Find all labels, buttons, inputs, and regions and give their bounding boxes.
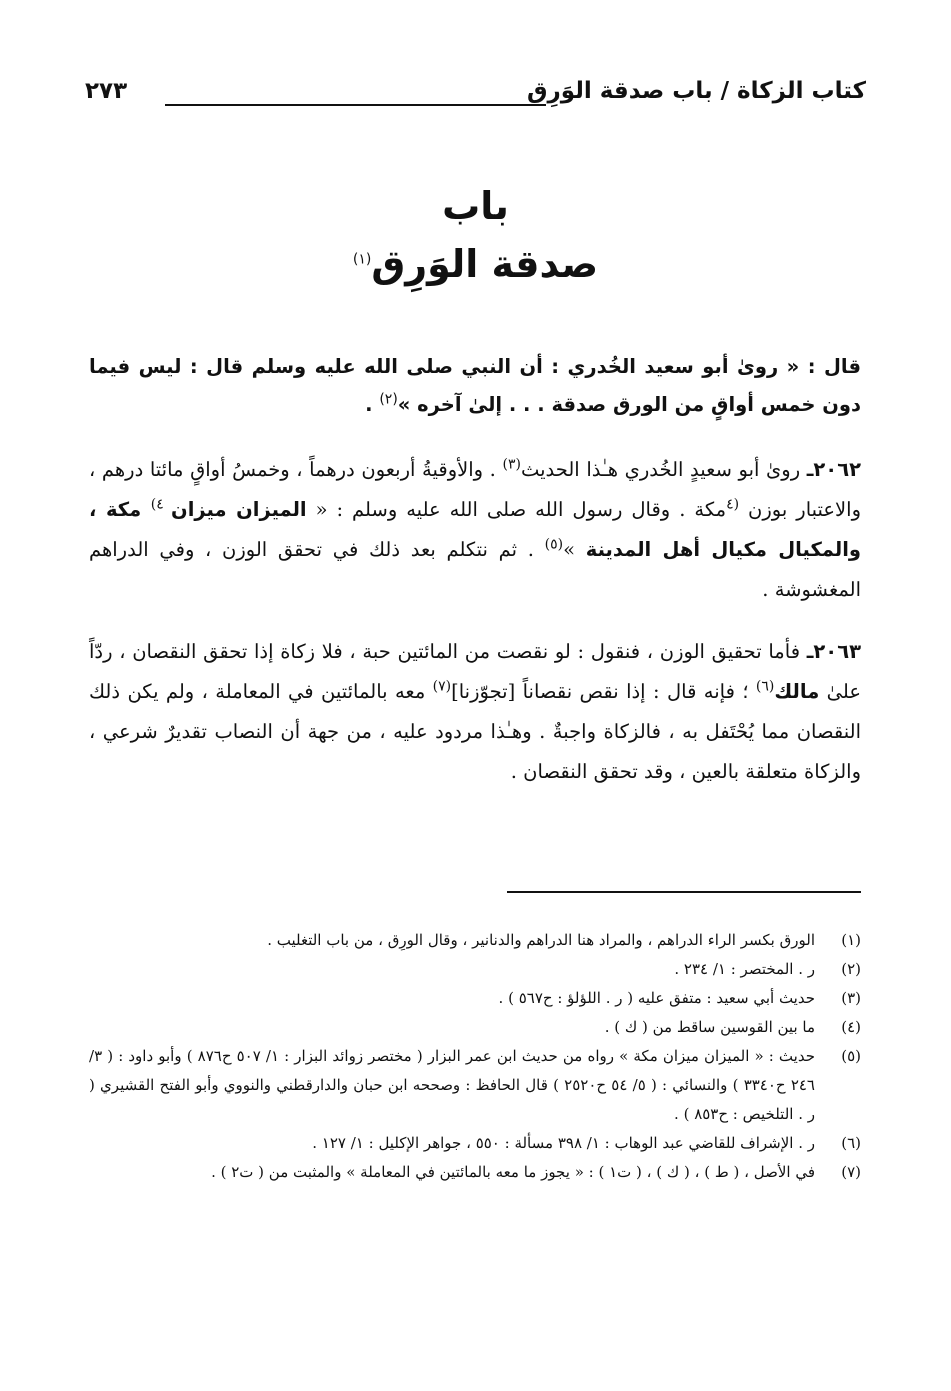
matn-paragraph: [89, 348, 861, 424]
footnote: [89, 984, 861, 1013]
footnote-number: (٧): [841, 1163, 861, 1181]
paragraph-2062: [89, 450, 861, 610]
footnote-text: حديث أبي سعيد : متفق عليه ( ر . اللؤلؤ : ح٥٦٧ ) .: [498, 989, 815, 1007]
footnote: [89, 926, 861, 955]
para2062-s4: »: [563, 538, 586, 561]
footnote-ref-4-close: ٤): [150, 496, 172, 513]
para2063-s3: معه بالمائتين في المعاملة ، ولم يكن ذلك النقصان مما يُحْتَفل به ، فالزكاة واجبةٌ . وهـٰذا مردود عليه ، من جهة أن النصاب تقديرٌ شرعي ، والزكاة متعلقة بالعين ، وقد تحقق النقصان .: [89, 680, 861, 783]
footnote-text: ما بين القوسين ساقط من ( ك ) .: [604, 1018, 815, 1036]
para2062-s1: روىٰ أبو سعيدٍ الخُدري هـٰذا الحديث: [520, 458, 807, 481]
footnote-number: (٥): [841, 1047, 861, 1065]
header-rule: [165, 104, 546, 106]
chapter-title-text: صدقة الوَرِق: [371, 242, 599, 286]
footnote-ref-7: (٧): [432, 678, 452, 695]
para2062-s2: . والأوقيةُ أربعون درهماً ، وخمسُ أواقٍ مائتا درهم ، والاعتبار بوزن: [89, 458, 862, 521]
footnote: [89, 1013, 861, 1042]
footnote-text: حديث : « الميزان ميزان مكة » رواه من حديث ابن عمر البزار ( مختصر زوائد البزار : ١/ ٥٠٧ ح٨٧٦ ) وأبو داود : ( ٣/ ٢٤٦ ح٣٣٤٠ ) والنسائي : ( ٥/ ٥٤ ح٢٥٢٠ ) قال الحافظ : وصححه ابن حبان والدارقطني والنووي وأبو الفتح القشيري ( ر . التلخيص : ح٨٥٣ ) .: [89, 1047, 815, 1123]
para2062-s3: مكة . وقال رسول الله صلى الله عليه وسلم : «: [306, 498, 727, 521]
chapter-heading: [0, 178, 951, 294]
chapter-label: باب: [442, 184, 509, 228]
chapter-title: [0, 234, 951, 294]
matn-end: .: [365, 393, 380, 416]
name-malik: مالك: [774, 680, 820, 703]
paragraph-2063: [89, 632, 861, 792]
footnote-text: ر . الإشراف للقاضي عبد الوهاب : ١/ ٣٩٨ مسألة : ٥٥٠ ، جواهر الإكليل : ١/ ١٢٧ .: [312, 1134, 815, 1152]
footnote-number: (١): [841, 931, 861, 949]
footnote-ref-2: (٢): [379, 391, 398, 408]
hadith-text-1: الميزان ميزان: [171, 498, 307, 521]
footnote-separator: [507, 891, 861, 893]
paragraph-number-2062: ٢٠٦٢ـ: [806, 458, 862, 481]
footnote-ref-3: (٣): [502, 456, 521, 473]
para2062-s5: . ثم نتكلم بعد ذلك في تحقق الوزن ، وفي الدراهم المغشوشة .: [89, 538, 861, 601]
main-text: [89, 348, 861, 814]
running-title: كتاب الزكاة / باب صدقة الوَرِق: [526, 78, 866, 104]
running-header: [85, 78, 866, 118]
footnote-ref-1: (١): [352, 251, 372, 268]
page-number: ٢٧٣: [85, 78, 128, 104]
footnote-ref-5: (٥): [544, 536, 564, 553]
footnote-text: الورق بكسر الراء الدراهم ، والمراد هنا الدراهم والدنانير ، وقال الورِق ، من باب التغليب .: [267, 931, 815, 949]
para2063-s1: فأما تحقيق الوزن ، فنقول : لو نقصت من المائتين حبة ، فلا زكاة إذا تحقق النقصان ، ردّاً علىٰ: [89, 640, 862, 703]
footnote-number: (٢): [841, 960, 861, 978]
para2063-s2: ؛ فإنه قال : إذا نقص نقصاناً [تجوّزنا]: [451, 680, 756, 703]
footnote-text: في الأصل ، ( ط ) ، ( ك ) ، ( ت١ ) : « يجوز ما معه بالمائتين في المعاملة » والمثبت من ( ت٢ ) .: [211, 1163, 815, 1181]
paragraph-number-2063: ٢٠٦٣ـ: [806, 640, 861, 663]
matn-text: قال : « روىٰ أبو سعيد الخُدري : أن النبي صلى الله عليه وسلم قال : ليس فيما دون خمس أواقٍ من الورق صدقة . . . إلىٰ آخره »: [89, 355, 861, 416]
hadith-text-2: مكة ، والمكيال مكيال أهل المدينة: [89, 498, 861, 561]
footnote-number: (٦): [841, 1134, 861, 1152]
footnote: [89, 1129, 861, 1158]
footnote-number: (٣): [841, 989, 861, 1007]
footnote-text: ر . المختصر : ١/ ٢٣٤ .: [674, 960, 815, 978]
footnote-ref-4-open: (٤: [726, 496, 740, 513]
footnote: [89, 1042, 861, 1129]
footnote: [89, 1158, 861, 1187]
footnote: [89, 955, 861, 984]
footnote-number: (٤): [841, 1018, 861, 1036]
footnotes: [89, 926, 861, 1187]
footnote-ref-6: (٦): [755, 678, 775, 695]
